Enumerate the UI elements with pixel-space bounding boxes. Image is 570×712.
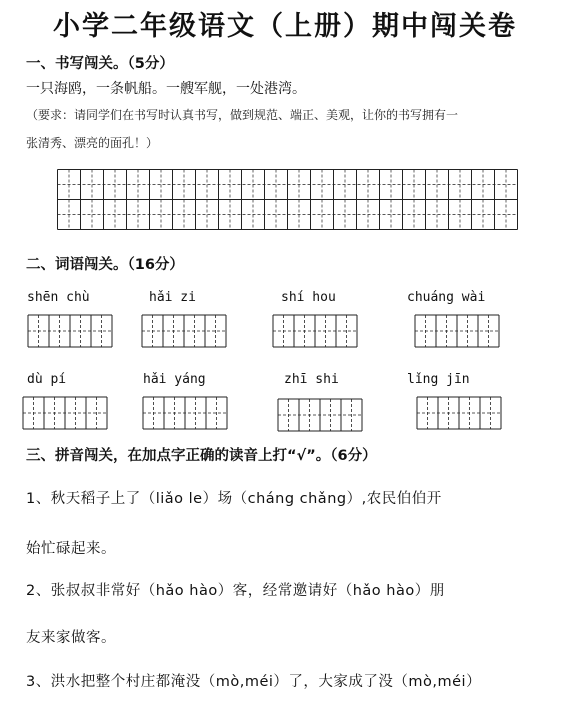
pinyin-7: zhī shi: [284, 372, 339, 387]
section1-heading: 一、书写闯关。（5分）: [26, 56, 174, 72]
answer-grid-5[interactable]: [22, 396, 108, 431]
section1-note-line2: 张清秀、漂亮的面孔！）: [26, 136, 159, 150]
page-title: 小学二年级语文（上册）期中闯关卷: [53, 11, 517, 42]
pinyin-8: lǐng jīn: [407, 372, 470, 387]
pinyin-3: shí hou: [281, 290, 336, 305]
question2-line1: 2、张叔叔非常好（hǎo hào）客，经常邀请好（hǎo hào）朋: [26, 583, 445, 599]
answer-grid-4[interactable]: [414, 314, 500, 349]
section2-heading: 二、词语闯关。（16分）: [26, 257, 184, 273]
pinyin-1: shēn chù: [27, 290, 90, 305]
question2-line2: 友来家做客。: [26, 630, 116, 646]
section1-note-line1: （要求：请同学们在书写时认真书写，做到规范、端正、美观，让你的书写拥有一: [26, 108, 459, 122]
question1-line2: 始忙碌起来。: [26, 541, 116, 557]
answer-grid-1[interactable]: [27, 314, 113, 349]
question1-line1: 1、秋天稻子上了（liǎo le）场（cháng chǎng）,农民伯伯开: [26, 491, 442, 507]
pinyin-4: chuáng wài: [407, 290, 486, 305]
answer-grid-2[interactable]: [141, 314, 227, 349]
answer-grid-3[interactable]: [272, 314, 358, 349]
answer-grid-6[interactable]: [142, 396, 228, 431]
section3-heading: 三、拼音闯关，在加点字正确的读音上打“√”。（6分）: [26, 448, 377, 464]
pinyin-5: dù pí: [27, 372, 67, 387]
answer-grid-7[interactable]: [277, 398, 363, 433]
writing-grid[interactable]: [57, 169, 518, 231]
question3-line1: 3、洪水把整个村庄都淹没（mò,méi）了，大家成了没（mò,méi）: [26, 674, 482, 690]
answer-grid-8[interactable]: [416, 396, 502, 431]
pinyin-2: hǎi zi: [149, 290, 196, 305]
section1-text: 一只海鸥，一条帆船。一艘军舰，一处港湾。: [26, 81, 306, 97]
pinyin-6: hǎi yáng: [143, 372, 206, 387]
